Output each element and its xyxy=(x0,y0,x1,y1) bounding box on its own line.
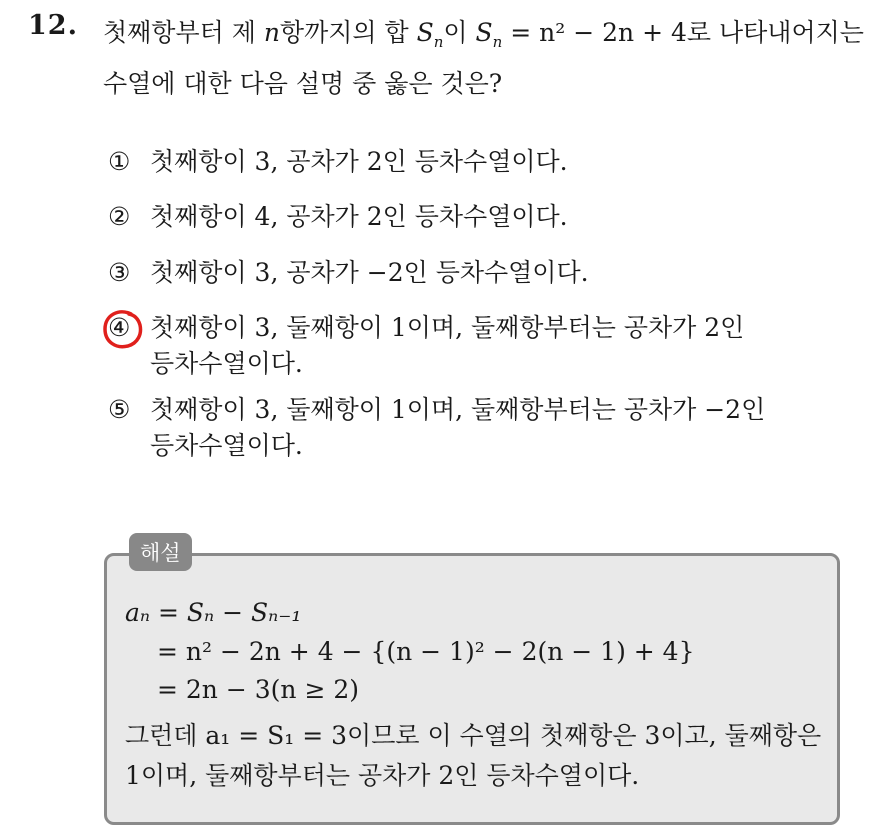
question-stem xyxy=(103,12,873,104)
choice-3[interactable] xyxy=(108,251,848,295)
choice-mark: ④ xyxy=(108,313,131,342)
solution-eq-1: aₙ = Sₙ − Sₙ₋₁ xyxy=(125,598,302,627)
solution-text-1: 그런데 a₁ = S₁ = 3이므로 이 수열의 첫째항은 3이고, 둘째항은 xyxy=(125,721,822,750)
solution-line-4 xyxy=(125,717,845,755)
choice-text-line2: 등차수열이다. xyxy=(150,431,303,460)
stem-text-a: 첫째항부터 제 xyxy=(103,18,256,47)
choice-mark: ③ xyxy=(108,258,131,287)
stem-var-s: S xyxy=(416,18,434,47)
stem-sub-n: n xyxy=(433,33,444,51)
solution-eq-2: = n² − 2n + 4 − {(n − 1)² − 2(n − 1) + 4} xyxy=(157,637,695,666)
choice-mark: ② xyxy=(108,202,131,231)
choice-text: 첫째항이 3, 공차가 −2인 등차수열이다. xyxy=(150,258,589,287)
stem-line-2: 수열에 대한 다음 설명 중 옳은 것은? xyxy=(103,69,503,98)
stem-text-b: 항까지의 합 xyxy=(279,18,409,47)
choice-text: 첫째항이 4, 공차가 2인 등차수열이다. xyxy=(150,202,568,231)
solution-tag: 해설 xyxy=(129,533,192,571)
choice-text: 첫째항이 3, 둘째항이 1이며, 둘째항부터는 공차가 2인 xyxy=(150,313,745,342)
stem-line-1 xyxy=(103,12,873,63)
stem-formula: = n² − 2n + 4 xyxy=(510,18,687,47)
stem-sub-n-2: n xyxy=(492,33,503,51)
stem-var-n: n xyxy=(263,18,280,47)
choice-text: 첫째항이 3, 둘째항이 1이며, 둘째항부터는 공차가 −2인 xyxy=(150,395,766,424)
stem-var-s-2: S xyxy=(475,18,493,47)
stem-text-c: 이 xyxy=(443,18,468,47)
solution-text-2: 1이며, 둘째항부터는 공차가 2인 등차수열이다. xyxy=(125,761,640,790)
choice-4[interactable] xyxy=(108,306,848,386)
choice-5[interactable] xyxy=(108,388,848,468)
solution-line-2 xyxy=(157,633,877,671)
solution-line-3 xyxy=(157,671,877,709)
choice-1[interactable] xyxy=(108,140,848,184)
choice-mark: ① xyxy=(108,147,131,176)
choice-text-line2: 등차수열이다. xyxy=(150,349,303,378)
solution-line-5 xyxy=(125,757,845,795)
answer-circle-mark xyxy=(101,309,145,351)
solution-eq-3: = 2n − 3(n ≥ 2) xyxy=(157,675,360,704)
choice-mark: ⑤ xyxy=(108,395,131,424)
choice-2[interactable] xyxy=(108,195,848,239)
solution-line-1 xyxy=(125,594,845,632)
question-number: 12. xyxy=(28,10,78,41)
stem-text-d: 로 나타내어지는 xyxy=(686,18,864,47)
choice-text: 첫째항이 3, 공차가 2인 등차수열이다. xyxy=(150,147,568,176)
